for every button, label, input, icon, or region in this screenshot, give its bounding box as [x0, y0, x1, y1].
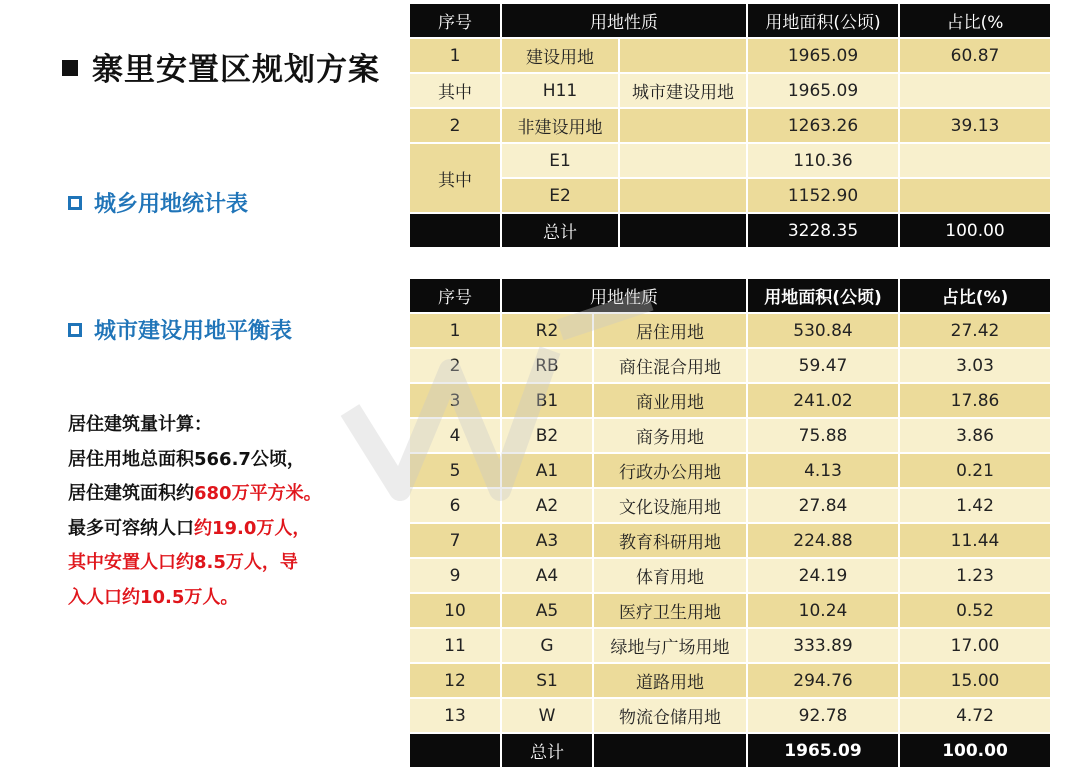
table-row: [409, 143, 1051, 178]
notes-text: 最多可容纳人口: [68, 517, 194, 539]
cell-no: 2: [409, 108, 501, 143]
table-header-row: [409, 3, 1051, 38]
table-row: [409, 558, 1051, 593]
cell-percent: 15.00: [899, 663, 1051, 698]
cell-area: 59.47: [747, 348, 899, 383]
notes-line: 其中安置人口约8.5万人，导: [68, 552, 298, 573]
cell-code: A2: [501, 488, 593, 523]
header-no: 序号: [409, 278, 501, 313]
cell-code: 建设用地: [501, 38, 619, 73]
cell-no: 6: [409, 488, 501, 523]
cell-name: 医疗卫生用地: [593, 593, 747, 628]
cell-empty: [593, 733, 747, 768]
notes-line: 居住建筑量计算：: [68, 414, 212, 435]
cell-area: 27.84: [747, 488, 899, 523]
cell-area: 294.76: [747, 663, 899, 698]
cell-percent: [899, 73, 1051, 108]
table-row: [409, 348, 1051, 383]
cell-no: 13: [409, 698, 501, 733]
cell-no: 10: [409, 593, 501, 628]
page-title-text: 寨里安置区规划方案: [92, 52, 380, 88]
header-area: 用地面积(公顷): [747, 3, 899, 38]
cell-area: 1965.09: [747, 73, 899, 108]
cell-empty: [619, 213, 747, 248]
cell-no: 其中: [409, 143, 501, 213]
black-square-icon: [62, 60, 78, 76]
table-row: [409, 73, 1051, 108]
cell-area: 1965.09: [747, 38, 899, 73]
cell-no: 1: [409, 38, 501, 73]
cell-percent: 3.03: [899, 348, 1051, 383]
table-row: [409, 313, 1051, 348]
cell-no: 其中: [409, 73, 501, 108]
cell-no: 7: [409, 523, 501, 558]
cell-total-percent: 100.00: [899, 213, 1051, 248]
table-row: [409, 488, 1051, 523]
cell-percent: 0.21: [899, 453, 1051, 488]
table-row: [409, 663, 1051, 698]
cell-percent: 3.86: [899, 418, 1051, 453]
cell-percent: 17.00: [899, 628, 1051, 663]
cell-no: 2: [409, 348, 501, 383]
cell-percent: 60.87: [899, 38, 1051, 73]
cell-empty: [409, 213, 501, 248]
cell-area: 4.13: [747, 453, 899, 488]
cell-total-percent: 100.00: [899, 733, 1051, 768]
table-row: [409, 523, 1051, 558]
cell-no: 11: [409, 628, 501, 663]
cell-code: S1: [501, 663, 593, 698]
notes-line: [68, 512, 398, 547]
cell-code: 非建设用地: [501, 108, 619, 143]
table-row: [409, 38, 1051, 73]
cell-name: 城市建设用地: [619, 73, 747, 108]
cell-area: 530.84: [747, 313, 899, 348]
table-total-row: [409, 213, 1051, 248]
cell-percent: 11.44: [899, 523, 1051, 558]
header-land-type: 用地性质: [501, 278, 747, 313]
cell-percent: 0.52: [899, 593, 1051, 628]
cell-total-label: 总计: [501, 213, 619, 248]
header-percent: 占比(%: [899, 3, 1051, 38]
cell-no: 1: [409, 313, 501, 348]
header-no: 序号: [409, 3, 501, 38]
cell-name: 教育科研用地: [593, 523, 747, 558]
cell-name: 道路用地: [593, 663, 747, 698]
urban-rural-land-table: [408, 2, 1052, 249]
cell-name: [619, 143, 747, 178]
cell-area: 1263.26: [747, 108, 899, 143]
cell-name: 商务用地: [593, 418, 747, 453]
cell-percent: [899, 178, 1051, 213]
cell-code: E1: [501, 143, 619, 178]
cell-percent: 27.42: [899, 313, 1051, 348]
cell-code: A4: [501, 558, 593, 593]
cell-code: A1: [501, 453, 593, 488]
cell-code: B1: [501, 383, 593, 418]
outlined-square-icon: [68, 323, 82, 337]
cell-area: 224.88: [747, 523, 899, 558]
cell-name: 物流仓储用地: [593, 698, 747, 733]
header-percent: 占比(%): [899, 278, 1051, 313]
section-urban-construction-land: [68, 314, 292, 345]
cell-area: 10.24: [747, 593, 899, 628]
table-row: [409, 698, 1051, 733]
cell-area: 75.88: [747, 418, 899, 453]
table-row: [409, 453, 1051, 488]
cell-code: E2: [501, 178, 619, 213]
table-total-row: [409, 733, 1051, 768]
page-title: [62, 44, 380, 89]
cell-empty: [409, 733, 501, 768]
urban-construction-land-table: [408, 277, 1052, 769]
residential-calculation-notes: [68, 408, 398, 615]
cell-total-area: 1965.09: [747, 733, 899, 768]
section-urban-rural-label: 城乡用地统计表: [94, 192, 249, 217]
cell-code: W: [501, 698, 593, 733]
cell-percent: 1.42: [899, 488, 1051, 523]
table-header-row: [409, 278, 1051, 313]
cell-no: 3: [409, 383, 501, 418]
cell-code: G: [501, 628, 593, 663]
cell-name: 商住混合用地: [593, 348, 747, 383]
cell-percent: 4.72: [899, 698, 1051, 733]
cell-area: 241.02: [747, 383, 899, 418]
notes-highlight: 680万平方米。: [194, 483, 322, 504]
cell-code: RB: [501, 348, 593, 383]
cell-area: 110.36: [747, 143, 899, 178]
header-area: 用地面积(公顷): [747, 278, 899, 313]
table-row: [409, 178, 1051, 213]
notes-highlight: 约19.0万人，: [194, 517, 311, 539]
cell-name: [619, 38, 747, 73]
outlined-square-icon: [68, 196, 82, 210]
cell-name: 居住用地: [593, 313, 747, 348]
notes-line: 居住用地总面积566.7公顷，: [68, 448, 305, 470]
table-row: [409, 383, 1051, 418]
cell-name: 商业用地: [593, 383, 747, 418]
cell-area: 333.89: [747, 628, 899, 663]
cell-no: 5: [409, 453, 501, 488]
section-urban-construction-label: 城市建设用地平衡表: [94, 319, 293, 344]
cell-area: 24.19: [747, 558, 899, 593]
cell-name: 行政办公用地: [593, 453, 747, 488]
cell-code: A3: [501, 523, 593, 558]
table-row: [409, 418, 1051, 453]
cell-percent: 39.13: [899, 108, 1051, 143]
cell-name: [619, 108, 747, 143]
table-body: [409, 313, 1051, 733]
cell-percent: 1.23: [899, 558, 1051, 593]
cell-name: 文化设施用地: [593, 488, 747, 523]
notes-line: [68, 477, 398, 512]
cell-code: A5: [501, 593, 593, 628]
cell-total-area: 3228.35: [747, 213, 899, 248]
cell-total-label: 总计: [501, 733, 593, 768]
cell-percent: 17.86: [899, 383, 1051, 418]
cell-no: 4: [409, 418, 501, 453]
table-row: [409, 628, 1051, 663]
cell-code: B2: [501, 418, 593, 453]
table-row: [409, 593, 1051, 628]
notes-line: 入人口约10.5万人。: [68, 586, 239, 608]
cell-name: [619, 178, 747, 213]
notes-text: 居住建筑面积约: [68, 483, 194, 504]
section-urban-rural-land: [68, 187, 248, 218]
cell-no: 12: [409, 663, 501, 698]
cell-area: 1152.90: [747, 178, 899, 213]
cell-no: 9: [409, 558, 501, 593]
cell-name: 绿地与广场用地: [593, 628, 747, 663]
cell-name: 体育用地: [593, 558, 747, 593]
cell-percent: [899, 143, 1051, 178]
header-land-type: 用地性质: [501, 3, 747, 38]
cell-area: 92.78: [747, 698, 899, 733]
table-row: [409, 108, 1051, 143]
cell-code: H11: [501, 73, 619, 108]
cell-code: R2: [501, 313, 593, 348]
